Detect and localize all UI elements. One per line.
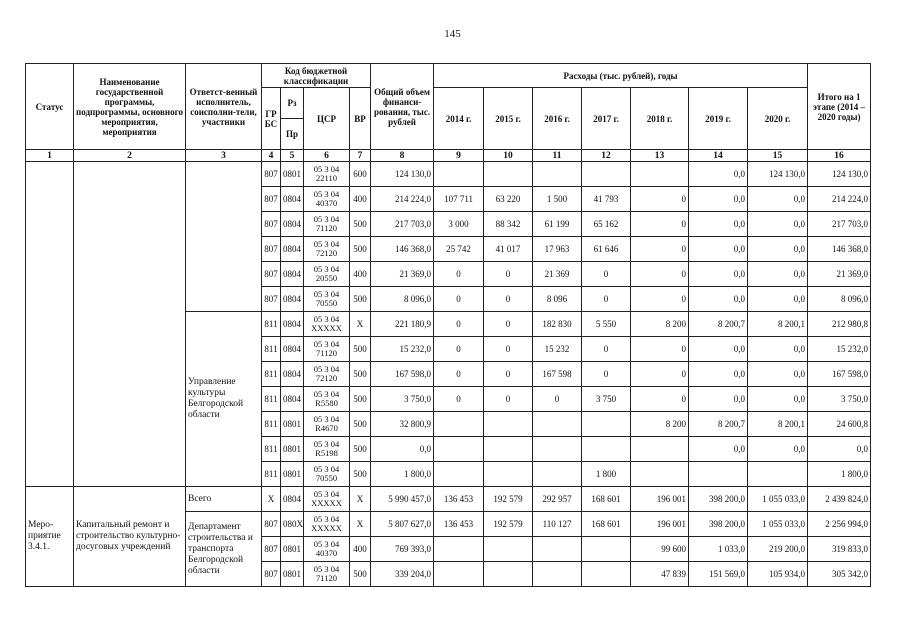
column-index-row [26,150,871,162]
cell-name-empty [74,162,186,487]
cell-year-2017: 65 162 [582,212,631,237]
cell-year-2014: 0 [434,312,484,337]
cell-grbs: 811 [262,312,281,337]
cell-csr: 05 3 04 40370 [304,187,350,212]
cell-year-2014 [434,412,484,437]
cell-stage-total: 212 980,8 [808,312,871,337]
cell-year-2016 [533,412,582,437]
header-grbs: ГР БС [262,88,281,150]
cell-year-2017 [582,562,631,587]
cell-year-2019: 0,0 [689,437,748,462]
cell-rzpr: 0804 [281,387,304,412]
cell-vr: 500 [350,362,371,387]
cell-year-2017: 168 601 [582,487,631,512]
cell-year-2017: 61 646 [582,237,631,262]
cell-grbs: 811 [262,462,281,487]
cell-year-2017: 0 [582,262,631,287]
table-body [26,162,871,587]
cell-vr: 500 [350,237,371,262]
column-index: 4 [262,150,281,162]
header-executor: Ответст-венный исполнитель, соисполни-тели, участники [186,64,262,150]
header-csr: ЦСР [304,88,350,150]
cell-year-2016: 1 500 [533,187,582,212]
cell-grbs: X [262,487,281,512]
cell-vr: X [350,512,371,537]
cell-vr: 600 [350,162,371,187]
cell-stage-total: 15 232,0 [808,337,871,362]
cell-year-2018: 0 [631,287,689,312]
cell-vr: 500 [350,337,371,362]
cell-year-2016 [533,537,582,562]
cell-year-2020: 0,0 [748,187,808,212]
cell-total: 8 096,0 [371,287,434,312]
cell-year-2014: 25 742 [434,237,484,262]
cell-total: 221 180,9 [371,312,434,337]
cell-csr: 05 3 04 70550 [304,287,350,312]
table-row [26,162,871,187]
table-row [26,487,871,512]
cell-vr: 500 [350,287,371,312]
cell-grbs: 807 [262,237,281,262]
cell-rzpr: 0804 [281,287,304,312]
cell-stage-total: 217 703,0 [808,212,871,237]
cell-executor-dept: Департамент строительства и транспорта Белгородской области [186,512,262,587]
cell-year-2014 [434,462,484,487]
cell-year-2019: 1 033,0 [689,537,748,562]
cell-year-2014 [434,562,484,587]
cell-csr: 05 3 04 70550 [304,462,350,487]
cell-year-2016: 21 369 [533,262,582,287]
page-number: 145 [444,28,461,40]
cell-vr: 400 [350,187,371,212]
column-index: 13 [631,150,689,162]
cell-year-2019 [689,462,748,487]
cell-rzpr: 0801 [281,562,304,587]
cell-year-2015: 63 220 [484,187,533,212]
cell-year-2019: 398 200,0 [689,512,748,537]
cell-csr: 05 3 04 72120 [304,362,350,387]
cell-year-2017 [582,437,631,462]
cell-rzpr: 0804 [281,212,304,237]
header-budget-code: Код бюджетной классификации [262,64,371,88]
cell-year-2016: 17 963 [533,237,582,262]
cell-year-2020: 1 055 033,0 [748,487,808,512]
header-expenses: Расходы (тыс. рублей), годы [434,64,808,88]
cell-total: 32 800,9 [371,412,434,437]
cell-year-2018 [631,462,689,487]
cell-csr: 05 3 04 XXXXX [304,487,350,512]
cell-year-2018: 8 200 [631,412,689,437]
cell-grbs: 807 [262,512,281,537]
cell-year-2018: 0 [631,387,689,412]
cell-rzpr: 0804 [281,362,304,387]
cell-year-2020: 0,0 [748,337,808,362]
cell-year-2020: 0,0 [748,387,808,412]
cell-total: 0,0 [371,437,434,462]
cell-csr: 05 3 04 71120 [304,337,350,362]
cell-status: Меро-приятие 3.4.1. [26,487,74,587]
cell-year-2020: 8 200,1 [748,312,808,337]
cell-year-2018 [631,162,689,187]
cell-csr: 05 3 04 R4670 [304,412,350,437]
cell-year-2020: 124 130,0 [748,162,808,187]
cell-year-2018: 0 [631,187,689,212]
cell-stage-total: 167 598,0 [808,362,871,387]
cell-stage-total: 0,0 [808,437,871,462]
column-index: 14 [689,150,748,162]
cell-total: 339 204,0 [371,562,434,587]
cell-csr: 05 3 04 40370 [304,537,350,562]
cell-vr: 400 [350,537,371,562]
cell-year-2017: 0 [582,287,631,312]
cell-year-2019: 0,0 [689,362,748,387]
cell-year-2020: 0,0 [748,287,808,312]
cell-name: Капитальный ремонт и строительство культурно-досуговых учреждений [74,487,186,587]
cell-csr: 05 3 04 R5198 [304,437,350,462]
header-total: Общий объем финанси-рования, тыс. рублей [371,64,434,150]
cell-year-2018: 8 200 [631,312,689,337]
cell-year-2017 [582,162,631,187]
cell-year-2015 [484,437,533,462]
cell-total: 1 800,0 [371,462,434,487]
cell-year-2015: 0 [484,312,533,337]
cell-rzpr: 0801 [281,437,304,462]
cell-year-2020: 0,0 [748,212,808,237]
cell-rzpr: 0801 [281,462,304,487]
column-index: 6 [304,150,350,162]
cell-total: 3 750,0 [371,387,434,412]
cell-year-2014 [434,537,484,562]
column-index: 9 [434,150,484,162]
cell-year-2017: 41 793 [582,187,631,212]
cell-grbs: 811 [262,387,281,412]
cell-year-2016: 292 957 [533,487,582,512]
cell-vr: X [350,312,371,337]
cell-vr: 500 [350,562,371,587]
cell-year-2014: 136 453 [434,512,484,537]
cell-year-2017: 5 550 [582,312,631,337]
cell-year-2014 [434,162,484,187]
cell-total: 15 232,0 [371,337,434,362]
cell-year-2015: 0 [484,287,533,312]
cell-rzpr: 0804 [281,237,304,262]
cell-stage-total: 146 368,0 [808,237,871,262]
cell-year-2016 [533,437,582,462]
cell-year-2015 [484,562,533,587]
cell-year-2020: 8 200,1 [748,412,808,437]
cell-stage-total: 8 096,0 [808,287,871,312]
column-index: 3 [186,150,262,162]
cell-grbs: 807 [262,287,281,312]
cell-total: 5 807 627,0 [371,512,434,537]
cell-grbs: 807 [262,212,281,237]
cell-year-2019: 398 200,0 [689,487,748,512]
cell-csr: 05 3 04 71120 [304,562,350,587]
cell-rzpr: 0804 [281,187,304,212]
cell-year-2020: 0,0 [748,262,808,287]
cell-vr: 500 [350,437,371,462]
header-year-2017: 2017 г. [582,88,631,150]
cell-rzpr: 0804 [281,312,304,337]
cell-grbs: 807 [262,537,281,562]
cell-year-2017: 0 [582,337,631,362]
cell-stage-total: 2 439 824,0 [808,487,871,512]
cell-year-2015: 0 [484,337,533,362]
column-index: 10 [484,150,533,162]
cell-year-2018: 99 600 [631,537,689,562]
column-index: 2 [74,150,186,162]
cell-year-2019: 0,0 [689,287,748,312]
cell-year-2014: 0 [434,287,484,312]
cell-csr: 05 3 04 72120 [304,237,350,262]
cell-total: 217 703,0 [371,212,434,237]
cell-year-2019: 0,0 [689,162,748,187]
cell-year-2017: 1 800 [582,462,631,487]
cell-grbs: 807 [262,262,281,287]
cell-year-2017: 168 601 [582,512,631,537]
cell-year-2019: 0,0 [689,212,748,237]
cell-year-2019: 8 200,7 [689,312,748,337]
cell-year-2019: 8 200,7 [689,412,748,437]
cell-grbs: 807 [262,187,281,212]
header-pr: Пр [281,119,304,150]
cell-year-2015: 192 579 [484,487,533,512]
cell-rzpr: 0801 [281,162,304,187]
cell-year-2014 [434,437,484,462]
cell-total: 124 130,0 [371,162,434,187]
cell-year-2020: 105 934,0 [748,562,808,587]
cell-rzpr: 0804 [281,337,304,362]
cell-year-2015: 0 [484,362,533,387]
cell-year-2019: 0,0 [689,237,748,262]
cell-year-2020 [748,462,808,487]
cell-year-2018: 0 [631,362,689,387]
cell-rzpr: 0801 [281,412,304,437]
cell-grbs: 811 [262,337,281,362]
cell-year-2015 [484,412,533,437]
cell-grbs: 811 [262,412,281,437]
cell-executor: Управление культуры Белгородской области [186,312,262,487]
cell-stage-total: 2 256 994,0 [808,512,871,537]
cell-year-2014: 107 711 [434,187,484,212]
cell-year-2020: 219 200,0 [748,537,808,562]
cell-csr: 05 3 04 R5580 [304,387,350,412]
cell-year-2018: 0 [631,237,689,262]
cell-year-2016 [533,462,582,487]
cell-year-2015 [484,537,533,562]
column-index: 15 [748,150,808,162]
header-status: Статус [26,64,74,150]
cell-year-2017 [582,537,631,562]
column-index: 12 [582,150,631,162]
header-year-2018: 2018 г. [631,88,689,150]
cell-year-2020: 0,0 [748,437,808,462]
cell-csr: 05 3 04 XXXXX [304,512,350,537]
cell-grbs: 807 [262,562,281,587]
column-index: 1 [26,150,74,162]
header-rz: Рз [281,88,304,119]
cell-year-2015: 88 342 [484,212,533,237]
cell-year-2018: 196 001 [631,487,689,512]
cell-year-2015 [484,162,533,187]
cell-year-2018: 0 [631,262,689,287]
cell-vr: 400 [350,262,371,287]
cell-stage-total: 124 130,0 [808,162,871,187]
cell-year-2016: 110 127 [533,512,582,537]
cell-stage-total: 3 750,0 [808,387,871,412]
cell-year-2016: 15 232 [533,337,582,362]
cell-rzpr: 0801 [281,537,304,562]
cell-year-2015: 192 579 [484,512,533,537]
cell-year-2017: 0 [582,362,631,387]
header-stage-total: Итого на 1 этапе (2014 – 2020 годы) [808,64,871,150]
cell-rzpr: 0804 [281,487,304,512]
cell-year-2014: 0 [434,337,484,362]
cell-year-2015 [484,462,533,487]
cell-csr: 05 3 04 20550 [304,262,350,287]
cell-total: 167 598,0 [371,362,434,387]
cell-year-2018: 47 839 [631,562,689,587]
cell-year-2019: 0,0 [689,337,748,362]
cell-year-2015: 0 [484,262,533,287]
cell-year-2018: 0 [631,337,689,362]
cell-year-2016 [533,162,582,187]
table-header [26,64,871,162]
cell-stage-total: 21 369,0 [808,262,871,287]
cell-year-2019: 0,0 [689,262,748,287]
cell-stage-total: 305 342,0 [808,562,871,587]
cell-status-empty [26,162,74,487]
cell-year-2016: 0 [533,387,582,412]
cell-year-2019: 0,0 [689,387,748,412]
cell-executor-total: Всего [186,487,262,512]
column-index: 16 [808,150,871,162]
cell-total: 146 368,0 [371,237,434,262]
cell-stage-total: 319 833,0 [808,537,871,562]
cell-rzpr: 0804 [281,262,304,287]
header-year-2016: 2016 г. [533,88,582,150]
cell-year-2014: 3 000 [434,212,484,237]
column-index: 11 [533,150,582,162]
cell-stage-total: 24 600,8 [808,412,871,437]
cell-year-2015: 41 017 [484,237,533,262]
cell-year-2019: 151 569,0 [689,562,748,587]
cell-year-2020: 1 055 033,0 [748,512,808,537]
cell-vr: 500 [350,412,371,437]
budget-table [25,63,871,587]
header-year-2015: 2015 г. [484,88,533,150]
cell-year-2014: 0 [434,362,484,387]
cell-year-2016: 8 096 [533,287,582,312]
cell-year-2014: 136 453 [434,487,484,512]
cell-year-2017 [582,412,631,437]
cell-year-2018 [631,437,689,462]
cell-year-2019: 0,0 [689,187,748,212]
cell-csr: 05 3 04 XXXXX [304,312,350,337]
cell-csr: 05 3 04 22110 [304,162,350,187]
header-year-2019: 2019 г. [689,88,748,150]
cell-vr: 500 [350,212,371,237]
cell-year-2020: 0,0 [748,237,808,262]
cell-total: 769 393,0 [371,537,434,562]
column-index: 7 [350,150,371,162]
column-index: 5 [281,150,304,162]
cell-grbs: 811 [262,437,281,462]
cell-year-2016 [533,562,582,587]
cell-vr: 500 [350,387,371,412]
cell-year-2014: 0 [434,262,484,287]
cell-year-2018: 196 001 [631,512,689,537]
header-vr: ВР [350,88,371,150]
header-year-2014: 2014 г. [434,88,484,150]
cell-total: 5 990 457,0 [371,487,434,512]
cell-vr: X [350,487,371,512]
cell-year-2018: 0 [631,212,689,237]
cell-csr: 05 3 04 71120 [304,212,350,237]
header-name: Наименование государственной программы, подпрограммы, основного мероприятия, мероприятия [74,64,186,150]
cell-rzpr: 080X [281,512,304,537]
column-index: 8 [371,150,434,162]
header-year-2020: 2020 г. [748,88,808,150]
cell-grbs: 807 [262,162,281,187]
cell-year-2020: 0,0 [748,362,808,387]
cell-year-2017: 3 750 [582,387,631,412]
cell-grbs: 811 [262,362,281,387]
cell-total: 21 369,0 [371,262,434,287]
cell-total: 214 224,0 [371,187,434,212]
cell-year-2016: 167 598 [533,362,582,387]
cell-year-2016: 61 199 [533,212,582,237]
cell-year-2015: 0 [484,387,533,412]
cell-stage-total: 214 224,0 [808,187,871,212]
cell-year-2014: 0 [434,387,484,412]
cell-executor-empty [186,162,262,312]
cell-year-2016: 182 830 [533,312,582,337]
cell-vr: 500 [350,462,371,487]
cell-stage-total: 1 800,0 [808,462,871,487]
